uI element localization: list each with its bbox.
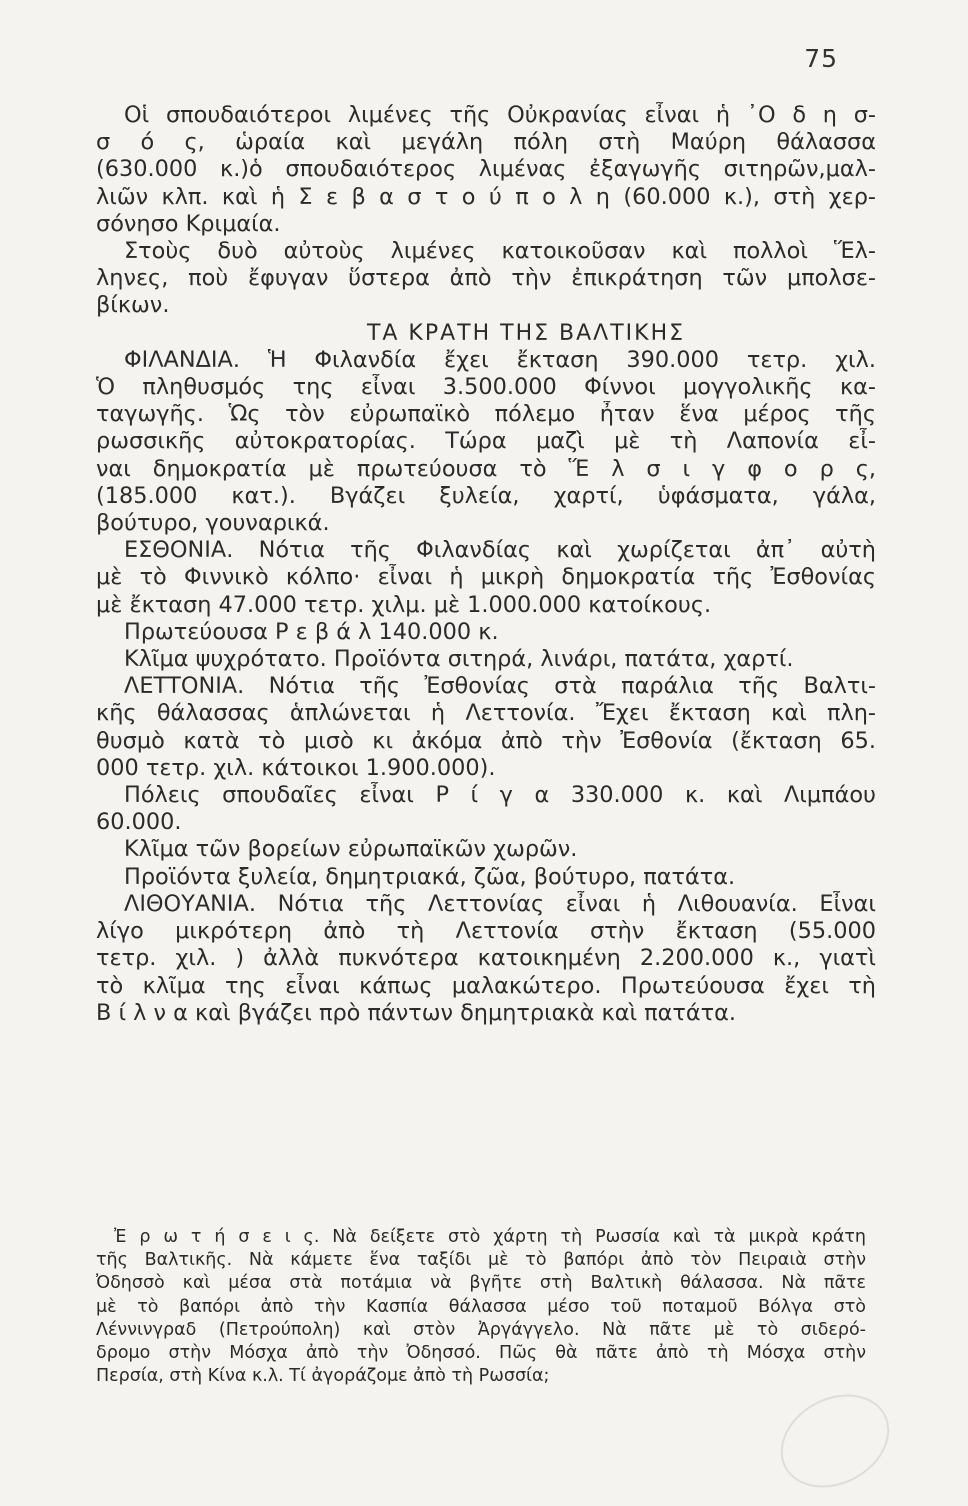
- text-line: σόνησο Κριμαία.: [96, 210, 281, 237]
- text-line: μὲ ἔκταση 47.000 τετρ. χιλμ. μὲ 1.000.000 κατοίκους.: [96, 591, 712, 618]
- paragraph-ukraine-ports: [96, 102, 876, 238]
- text-line: ταγωγῆς. Ὡς τὸν εὐρωπαϊκὸ πόλεμο ἦταν ἕνα μέρος τῆς: [96, 401, 876, 428]
- text-line: Κλῖμα ψυχρότατο. Προϊόντα σιτηρά, λινάρι, πατάτα, χαρτί.: [124, 646, 794, 673]
- section-finland: [96, 347, 876, 537]
- text-line: (630.000 κ.)ὁ σπουδαιότερος λιμένας ἐξαγωγῆς σιτηρῶν,μαλ-: [96, 156, 876, 183]
- question-line: μὲ τὸ βαπόρι ἀπὸ τὴν Κασπία θάλασσα μέσο τοῦ ποταμοῦ Βόλγα στὸ: [96, 1296, 866, 1317]
- question-line: Ὀδησσὸ καὶ μέσα στὰ ποτάμια νὰ βγῆτε στὴ Βαλτικὴ θάλασσα. Νὰ πᾶτε: [96, 1273, 866, 1294]
- body-text: [96, 102, 876, 1027]
- text-line: Πόλεις σπουδαῖες εἶναι Ρ ί γ α 330.000 κ. καὶ Λιμπάου: [124, 782, 876, 809]
- text-line: θυσμὸ κατὰ τὸ μισὸ κι ἀκόμα ἀπὸ τὴν Ἐσθονία (ἔκταση 65.: [96, 727, 876, 754]
- library-stamp: [764, 1376, 905, 1505]
- questions-block: [96, 1226, 866, 1388]
- text-line: κῆς θάλασσας ἁπλώνεται ἡ Λεττονία. Ἔχει ἔκταση καὶ πλη-: [96, 700, 876, 727]
- text-line: Οἱ σπουδαιότεροι λιμένες τῆς Οὐκρανίας εἶναι ἡ ᾿Ο δ η σ-: [124, 102, 876, 128]
- section-estonia: [96, 537, 876, 673]
- text-line: Ὁ πληθυσμός της εἶναι 3.500.000 Φίννοι μογγολικῆς κα-: [96, 374, 876, 401]
- section-latvia: [96, 673, 876, 891]
- paragraph-greeks: [96, 238, 876, 320]
- text-line: τὸ κλῖμα της εἶναι κάπως μαλακώτερο. Πρωτεύουσα ἔχει τὴ: [96, 972, 876, 999]
- text-line: βούτυρο, γουναρικά.: [96, 510, 330, 537]
- text-line: ΛΕΤΤΟΝΙΑ. Νότια τῆς Ἐσθονίας στὰ παράλια τῆς Βαλτι-: [124, 673, 876, 700]
- page-number: 75: [804, 44, 838, 73]
- question-line: Περσία, στὴ Κίνα κ.λ. Τί ἀγοράζομε ἀπὸ τὴ Ρωσσία;: [96, 1366, 550, 1387]
- question-line: τῆς Βαλτικῆς. Νὰ κάμετε ἕνα ταξίδι μὲ τὸ βαπόρι ἀπὸ τὸν Πειραιὰ στὴν: [96, 1250, 866, 1271]
- text-line: τετρ. χιλ. ) ἀλλὰ πυκνότερα κατοικημένη 2.200.000 κ., γιατὶ: [96, 945, 876, 972]
- text-line: Β ί λ ν α καὶ βγάζει πρὸ πάντων δημητριακὰ καὶ πατάτα.: [96, 999, 736, 1026]
- text-line: 60.000.: [96, 809, 182, 836]
- text-line: λιῶν κλπ. καὶ ἡ Σ ε β α σ τ ο ύ π ο λ η (60.000 κ.), στὴ χερ-: [96, 183, 876, 210]
- text-line: σ ό ς, ὡραία καὶ μεγάλη πόλη στὴ Μαύρη θάλασσα: [96, 129, 876, 156]
- question-line: δρομο στὴν Μόσχα ἀπὸ τὴν Ὀδησσό. Πῶς θὰ πᾶτε ἀπὸ τὴ Μόσχα στὴν: [96, 1343, 866, 1364]
- text-line: ρωσσικῆς αὐτοκρατορίας. Τώρα μαζὶ μὲ τὴ Λαπονία εἶ-: [96, 428, 876, 455]
- text-line: 000 τετρ. χιλ. κάτοικοι 1.900.000).: [96, 754, 496, 781]
- text-line: Πρωτεύουσα Ρ ε β ά λ 140.000 κ.: [124, 618, 499, 645]
- question-line: Λέννινγραδ (Πετρούπολη) καὶ στὸν Ἀργάγγελο. Νὰ πᾶτε μὲ τὸ σιδερό-: [96, 1319, 866, 1340]
- question-line: Ἐ ρ ω τ ή σ ε ι ς. Νὰ δείξετε στὸ χάρτη τὴ Ρωσσία καὶ τὰ μικρὰ κράτη: [114, 1227, 866, 1247]
- text-line: Προϊόντα ξυλεία, δημητριακά, ζῶα, βούτυρο, πατάτα.: [124, 863, 736, 890]
- text-line: ναι δημοκρατία μὲ πρωτεύουσα τὸ Ἕ λ σ ι γ φ ο ρ ς,: [96, 455, 876, 482]
- text-line: ΛΙΘΟΥΑΝΙΑ. Νότια τῆς Λεττονίας εἶναι ἡ Λιθουανία. Εἶναι: [124, 890, 876, 917]
- text-line: ληνες, ποὺ ἔφυγαν ὕστερα ἀπὸ τὴν ἐπικράτηση τῶν μπολσε-: [96, 265, 876, 292]
- section-heading: ΤΑ ΚΡΑΤΗ ΤΗΣ ΒΑΛΤΙΚΗΣ: [366, 320, 686, 346]
- text-line: βίκων.: [96, 292, 170, 319]
- text-line: (185.000 κατ.). Βγάζει ξυλεία, χαρτί, ὑφάσματα, γάλα,: [96, 482, 876, 509]
- text-line: λίγο μικρότερη ἀπὸ τὴ Λεττονία στὴν ἔκταση (55.000: [96, 918, 876, 945]
- text-line: ΦΙΛΑΝΔΙΑ. Ἡ Φιλανδία ἔχει ἔκταση 390.000 τετρ. χιλ.: [124, 346, 876, 373]
- section-lithuania: [96, 891, 876, 1027]
- text-line: Στοὺς δυὸ αὐτοὺς λιμένες κατοικοῦσαν καὶ πολλοὶ Ἕλ-: [124, 238, 876, 265]
- text-line: ΕΣΘΟΝΙΑ. Νότια τῆς Φιλανδίας καὶ χωρίζεται ἀπ᾿ αὐτὴ: [124, 537, 876, 564]
- text-line: Κλῖμα τῶν βορείων εὐρωπαϊκῶν χωρῶν.: [124, 836, 578, 863]
- text-line: μὲ τὸ Φιννικὸ κόλπο· εἶναι ἡ μικρὴ δημοκρατία τῆς Ἐσθονίας: [96, 564, 876, 591]
